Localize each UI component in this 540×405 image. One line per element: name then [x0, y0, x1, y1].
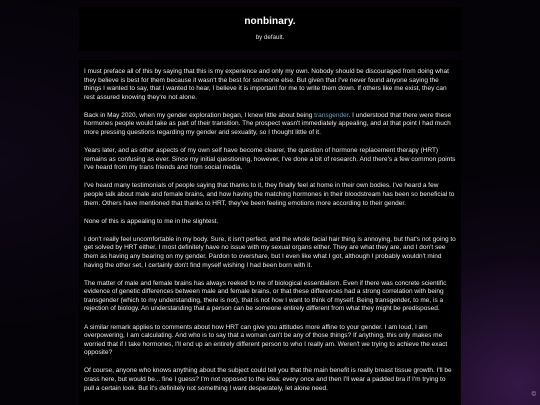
article-paragraph [84, 112, 456, 138]
site-tagline: by default. [255, 34, 285, 41]
transgender-link[interactable]: transgender [314, 111, 349, 119]
article-body [79, 60, 461, 405]
article-paragraph: I don't really feel uncomfortable in my body. Sure, it isn't perfect, and the whole facial hair thing is annoying, but that's not going to get solved by HRT either. I most definitely have no issue with my sexual organs either. They are what they are, and I don't see them as having any bearing on my gender. Pardon to overshare, but I even like what I got, although I probably wouldn't mind having the other set, I certainly don't find myself wishing I had been born with it. [84, 235, 456, 269]
article-paragraph: Of course, anyone who knows anything about the subject could tell you that the main benefit is really breast tissue growth. I'll be crass here, but would be... fine I guess? I'm not opposed to the idea: every once and then I'll wear a padded bra if I'm trying to pull a certain look. But it's definitely not something I want desperately, let alone need. [84, 367, 452, 392]
article-paragraph: Years later, and as other aspects of my own self have become clearer, the question of hormone replacement therapy (HRT) remains as confusing as ever. Since my initial questioning, however, I've done a bit of research. And there's a few common points I've heard from my trans friends and from social media. [84, 147, 456, 172]
copyright-icon: © [531, 392, 536, 398]
article-paragraph: I've heard many testimonials of people saying that thanks to it, they finally feel at home in their own bodies. I've heard a few people talk about male and female brains, and how having the matching hormones in their bloodstream has been so beneficial to them. Others have mentioned that thanks to HRT, they've been feeling emotions more according to their gender. [84, 182, 455, 207]
site-header [79, 7, 461, 51]
article-paragraph: The matter of male and female brains has always reeked to me of biological essentialism. Even if there was concrete scientific evidence of genetic differences between male and female brains, or that these differences had a strong correlation with being transgender (which to my understanding, there is not), that is not how I want to think of myself. Being transgender, to me, is a rejection of biology. An understanding that a person can be someone entirely different from what they might be predisposed. [84, 279, 447, 313]
paragraph-text: Back in May 2020, when my gender exploration began, I knew little about being [84, 111, 315, 119]
article-paragraph: I must preface all of this by saying that this is my experience and only my own. Nobody should be discouraged from doing what they believe is best for them because it wasn't the best for someone else. But given that I've never found anyone saying the things I wanted to say, that I wanted to hear, I believe it is important for me to write them down. If others like me exist, they can rest assured knowing they're not alone. [84, 68, 449, 101]
article-paragraph: A similar remark applies to comments about how HRT can give you attitudes more affine to your gender. I am loud, I am overpowering, I am calculating. And who is to say that a woman can't be any of those things? If anything, this only makes me worried that if I take hormones, I'll end up an entirely different person to who I really am. Weren't we trying to achieve the exact opposite? [84, 323, 448, 357]
article-paragraph: None of this is appealing to me in the slightest. [84, 217, 219, 225]
site-title[interactable]: nonbinary. [244, 16, 296, 27]
paragraph-text: . I understood that there were these hormones people would take as part of their transition. The prospect wasn't immediately appealing, and at that point I had much more pressing questions regarding my gender and sexuality, so I thought little of it. [84, 111, 452, 137]
